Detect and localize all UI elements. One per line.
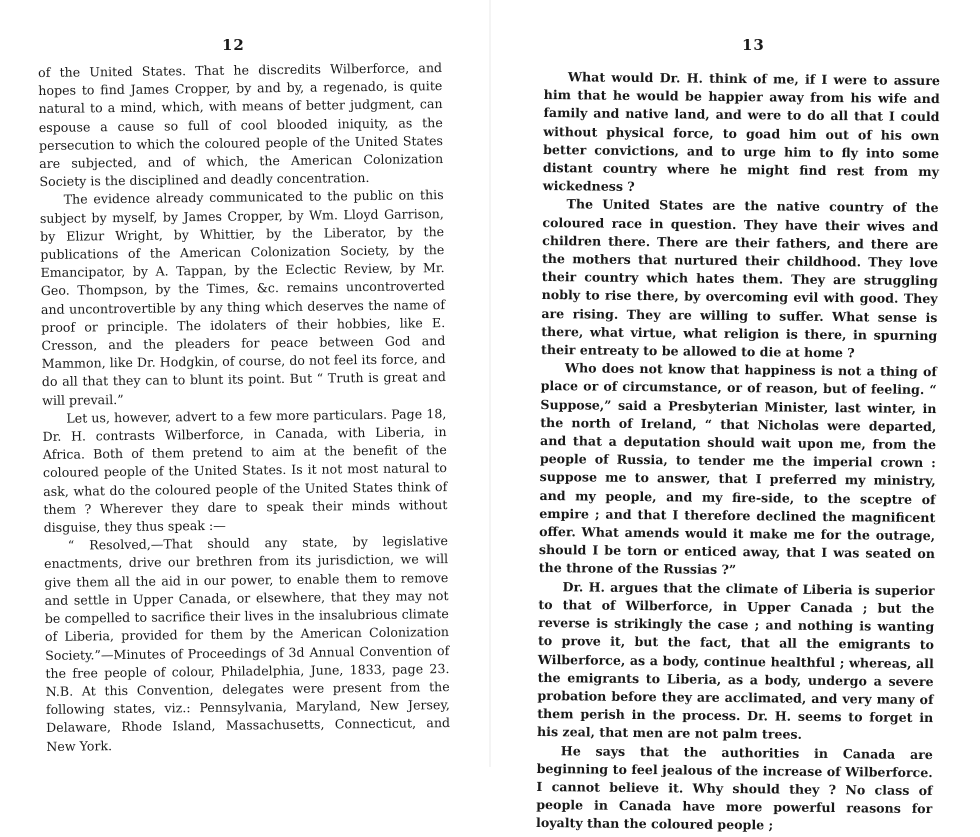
page-body xyxy=(38,59,450,756)
paragraph: He says that the authorities in Canada are beginning to feel jealous of the increase of Wilberforce. I cannot believe it. Why should they ? No class of people in Canada have more powerful reasons for loyalty than the coloured people ; xyxy=(536,742,933,833)
paragraph: Dr. H. argues that the climate of Liberia is superior to that of Wilberforce, in Upper Canada ; but the reverse is strikingly the case ; and nothing is wanting to prove it, but the fact, that all the emigrants to Wilberforce, as a body, continue healthful ; whereas, all the emigrants to Liberia, as a body, undergo a severe probation before they are acclimated, and very many of them perish in the process. Dr. H. seems to forget in his zeal, that men are not palm trees. xyxy=(536,578,935,743)
paragraph: What would Dr. H. think of me, if I were to assure him that he would be happier away from his wife and family and native land, and were to do all that I could without physical force, to goad him out of his own better convictions, and to urge him to fly into some distant country where he might find rest from my wickedness ? xyxy=(542,69,940,195)
page-body xyxy=(536,68,940,837)
paragraph: The evidence already communicated to the public on this subject by myself, by James Cropper, by Wm. Lloyd Garrison, by Elizur Wright, by Whittier, by the Liberator, by the publications of the American Colonization Society, by the Emancipator, by A. Tappan, by the Eclectic Review, by Mr. Geo. Thompson, by the Times, &c. remains uncontroverted and uncontrovertible by any thing which deserves the name of proof or principle. The idolaters of their hobbies, like E. Cresson, and the pleaders for peace between God and Mammon, like Dr. Hodgkin, of course, do not feel its force, and do all that they can to blunt its point. But “ Truth is great and will prevail.” xyxy=(39,187,446,408)
paragraph: Who does not know that happiness is not a thing of place or of circumstance, or of reason, but of feeling. “ Suppose,” said a Presbyterian Minister, last winter, in the north of Ireland, “ that Nicholas were departed, and that a deputation should wait upon me, from the people of Russia, to tender me the imperial crown : suppose me to answer, that I preferred my ministry, and my people, and my fire-side, to the sceptre of empire ; and that I therefore declined the magnificent offer. What amends would it make me for the outrage, should I be torn or enticed away, that I was seated on the throne of the Russias ?” xyxy=(538,360,937,578)
page-number: 13 xyxy=(742,36,765,54)
page-number: 12 xyxy=(222,36,245,54)
paragraph: Let us, however, advert to a few more particulars. Page 18, Dr. H. contrasts Wilberforce, in Canada, with Liberia, in Africa. Both of them pretend to aim at the benefit of the coloured people of the United States. Is it not most natural to ask, what do the coloured people of the United States think of them ? Wherever they dare to speak their minds without disguise, they thus speak :— xyxy=(42,405,448,536)
paragraph: of the United States. That he discredits Wilberforce, and hopes to find James Cropper, by and by, a regenado, is quite natural to a mind, which, with means of better judgment, can espouse a cause so full of cool blooded iniquity, as the persecution to which the coloured people of the United States are subjected, and of which, the American Colonization Society is the disciplined and deadly concentration. xyxy=(38,60,444,190)
left-page xyxy=(0,0,490,767)
quoted-resolution: “ Resolved,—That should any state, by legislative enactments, drive our brethren from its jurisdiction, we will give them all the aid in our power, to enable them to remove and settle in Upper Canada, or elsewhere, that they may not be compelled to sacrifice their lives in the insalubrious climate of Liberia, provided for them by the American Colonization Society.”—Minutes of Proceedings of 3d Annual Convention of the free people of colour, Philadelphia, June, 1833, page 23. N.B. At this Convention, delegates were present from the following states, viz.: Pennsylvania, Maryland, New Jersey, Delaware, Rhode Island, Massachusetts, Connecticut, and New York. xyxy=(44,533,451,754)
right-page xyxy=(490,0,980,833)
paragraph: The United States are the native country of the coloured race in question. They have their wives and children there. There are their fathers, and there are the mothers that nurtured their childhood. They love their country which hates them. They are struggling nobly to rise there, by overcoming evil with good. They are rising. They are willing to suffer. What sense is there, what virtue, what religion is there, in spurning their entreaty to be allowed to die at home ? xyxy=(540,196,939,361)
